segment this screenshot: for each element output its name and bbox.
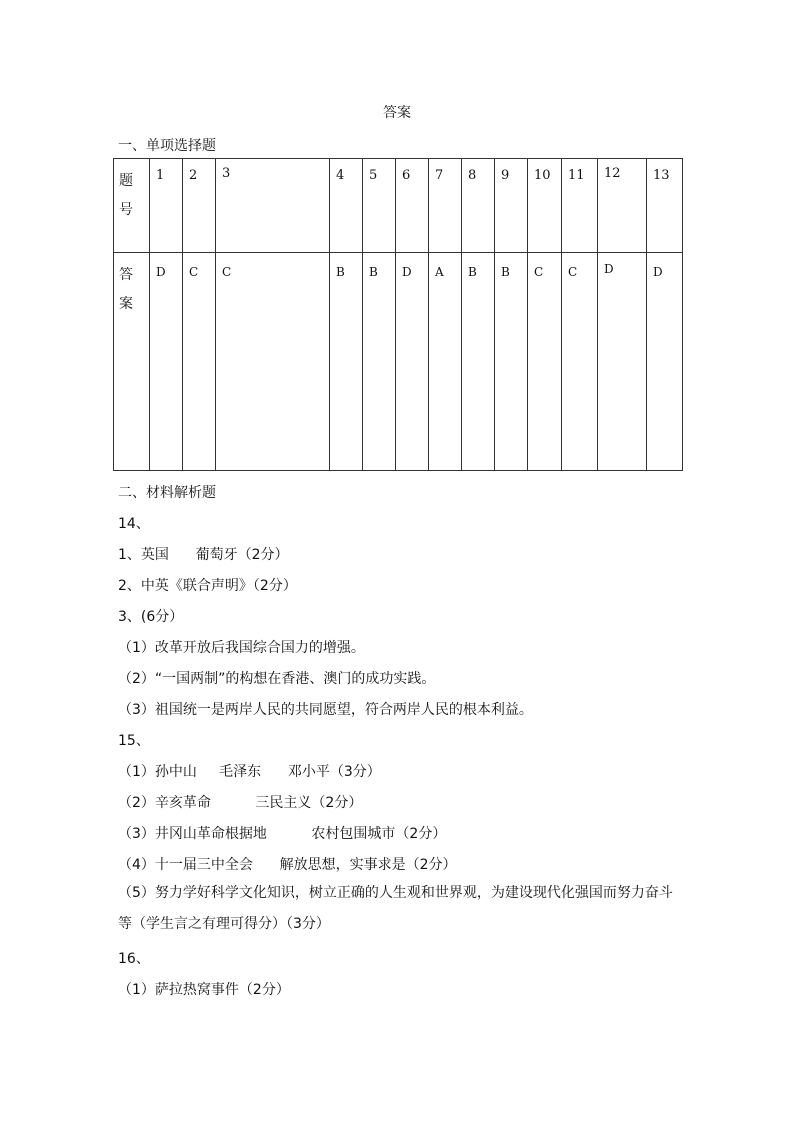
number-cell: 6 bbox=[396, 159, 429, 253]
answer-cell: D bbox=[598, 253, 647, 471]
question-15-answer-5: （5）努力学好科学文化知识，树立正确的人生观和世界观，为建设现代化强国而努力奋斗等（学生言之有理可得分）（3分） bbox=[118, 885, 673, 932]
question-16-answer-1: （1）萨拉热窝事件（2分） bbox=[118, 982, 290, 998]
row-label-bottom: 案 bbox=[119, 296, 133, 312]
number-cell: 12 bbox=[598, 159, 647, 253]
number-cell: 7 bbox=[429, 159, 462, 253]
row-label-top: 题 bbox=[119, 173, 133, 189]
answer-cell: B bbox=[462, 253, 495, 471]
page-title: 答案 bbox=[383, 105, 411, 121]
row-label-bottom: 号 bbox=[119, 202, 133, 218]
question-15-answer-3: （3）井冈山革命根据地 农村包围城市（2分） bbox=[118, 826, 447, 842]
question-15-answer-1: （1）孙中山 毛泽东 邓小平（3分） bbox=[118, 764, 381, 780]
row-label-top: 答 bbox=[119, 267, 133, 283]
question-15-answer-4: （4）十一届三中全会 解放思想，实事求是（2分） bbox=[118, 857, 457, 873]
question-14-answer-3-1: （1）改革开放后我国综合国力的增强。 bbox=[118, 640, 365, 656]
answer-cell: C bbox=[216, 253, 330, 471]
answer-table bbox=[113, 158, 683, 471]
number-cell: 5 bbox=[363, 159, 396, 253]
question-14-label: 14、 bbox=[118, 516, 150, 532]
question-number-row bbox=[114, 159, 683, 253]
answer-cell: B bbox=[330, 253, 363, 471]
answer-cell: A bbox=[429, 253, 462, 471]
number-cell: 4 bbox=[330, 159, 363, 253]
question-14-answer-1: 1、英国 葡萄牙（2分） bbox=[118, 547, 289, 563]
question-15-label: 15、 bbox=[118, 733, 150, 749]
number-cell: 10 bbox=[528, 159, 562, 253]
number-cell: 1 bbox=[150, 159, 183, 253]
question-16-label: 16、 bbox=[118, 951, 150, 967]
answer-cell: B bbox=[495, 253, 528, 471]
question-14-answer-3-3: （3）祖国统一是两岸人民的共同愿望，符合两岸人民的根本利益。 bbox=[118, 702, 533, 718]
answer-cell: C bbox=[183, 253, 216, 471]
question-15-answer-2: （2）辛亥革命 三民主义（2分） bbox=[118, 795, 363, 811]
answer-cell: D bbox=[647, 253, 683, 471]
answer-cell: C bbox=[562, 253, 598, 471]
number-cell: 2 bbox=[183, 159, 216, 253]
answer-cell: C bbox=[528, 253, 562, 471]
question-14-answer-2: 2、中英《联合声明》（2分） bbox=[118, 578, 297, 594]
section-heading-multiple-choice: 一、单项选择题 bbox=[118, 138, 216, 154]
answer-row bbox=[114, 253, 683, 471]
row-label-cell bbox=[114, 159, 150, 253]
number-cell: 11 bbox=[562, 159, 598, 253]
number-cell: 3 bbox=[216, 159, 330, 253]
answer-cell: D bbox=[396, 253, 429, 471]
question-14-answer-3: 3、(6分） bbox=[118, 609, 184, 625]
question-14-answer-3-2: （2）“一国两制”的构想在香港、澳门的成功实践。 bbox=[118, 671, 436, 687]
number-cell: 8 bbox=[462, 159, 495, 253]
section-heading-material-analysis: 二、材料解析题 bbox=[118, 485, 216, 501]
number-cell: 9 bbox=[495, 159, 528, 253]
row-label-cell bbox=[114, 253, 150, 471]
number-cell: 13 bbox=[647, 159, 683, 253]
answer-cell: D bbox=[150, 253, 183, 471]
answer-cell: B bbox=[363, 253, 396, 471]
